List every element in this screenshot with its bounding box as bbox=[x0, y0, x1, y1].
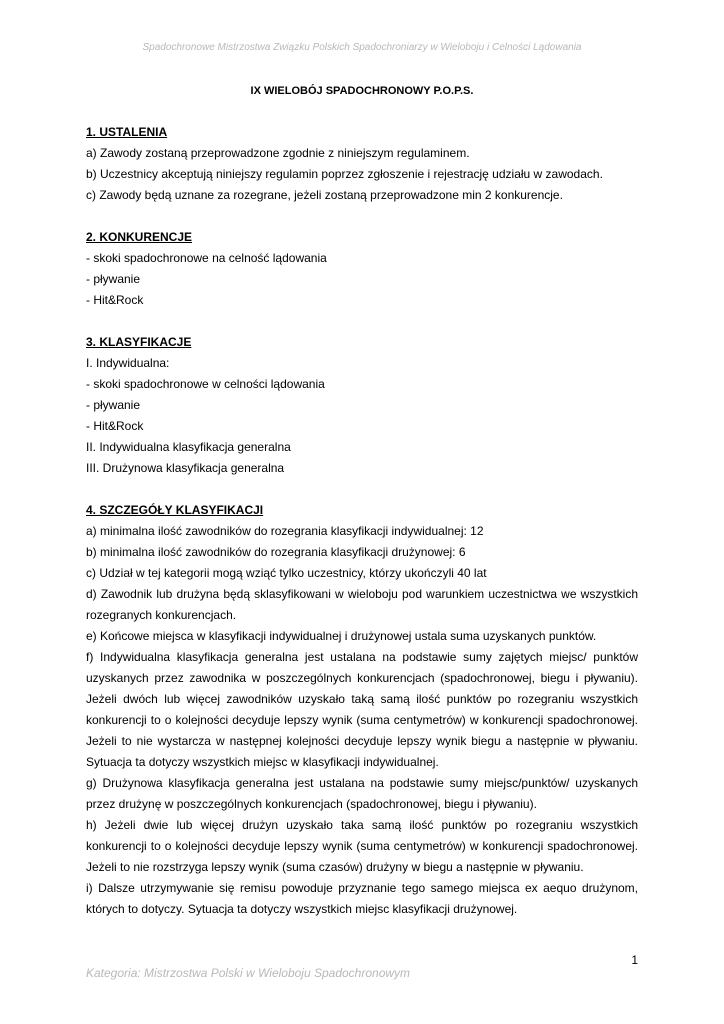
section-paragraph: h) Jeżeli dwie lub więcej drużyn uzyskało taka samą ilość punktów po rozegraniu wszystkich konkurencji to o kolejności decyduje lepszy wynik (suma centymetrów) w konkurencji spadochronowej. Jeżeli to nie rozstrzyga lepszy wynik (suma czasów) drużyny w biegu a następnie w pływaniu. bbox=[86, 818, 638, 874]
section-line: - pływanie bbox=[86, 398, 141, 412]
document-body bbox=[86, 122, 638, 920]
section-heading: 3. KLASYFIKACJE bbox=[86, 335, 192, 349]
section-paragraph: e) Końcowe miejsca w klasyfikacji indywidualnej i drużynowej ustala suma uzyskanych punktów. bbox=[86, 629, 597, 643]
section-heading: 1. USTALENIA bbox=[86, 125, 168, 139]
section-line: II. Indywidualna klasyfikacja generalna bbox=[86, 440, 291, 454]
page-footer: Kategoria: Mistrzostwa Polski w Wieloboju Spadochronowym bbox=[86, 966, 411, 980]
section-line: a) Zawody zostaną przeprowadzone zgodnie z niniejszym regulaminem. bbox=[86, 146, 470, 160]
page-header: Spadochronowe Mistrzostwa Związku Polskich Spadochroniarzy w Wieloboju i Celności Lądowania bbox=[142, 42, 582, 53]
section-paragraph: i) Dalsze utrzymywanie się remisu powoduje przyznanie tego samego miejsca ex aequo drużynom, których to dotyczy. Sytuacja ta dotyczy wszystkich miejsc klasyfikacji drużynowej. bbox=[86, 881, 638, 916]
document-title: IX WIELOBÓJ SPADOCHRONOWY P.O.P.S. bbox=[250, 85, 474, 97]
section-paragraph: c) Udział w tej kategorii mogą wziąć tylko uczestnicy, którzy ukończyli 40 lat bbox=[86, 566, 487, 580]
section-line: I. Indywidualna: bbox=[86, 356, 170, 370]
section-paragraph: f) Indywidualna klasyfikacja generalna jest ustalana na podstawie sumy zajętych miejsc/ punktów uzyskanych przez zawodnika w poszczególnych konkurencjach (spadochronowej, biegu i pływaniu). Jeżeli dwóch lub więcej zawodników uzyskało taką samą ilość punktów po rozegraniu wszystkich konkurencji to o kolejności decyduje lepszy wynik (suma centymetrów) w konkurencji spadochronowej. Jeżeli to nie wystarcza w następnej kolejności decyduje lepszy wynik biegu a następnie w pływaniu. Sytuacja ta dotyczy wszystkich miejsc w klasyfikacji indywidualnej. bbox=[86, 650, 638, 769]
section-line: - skoki spadochronowe w celności lądowania bbox=[86, 377, 325, 391]
section-line: - Hit&Rock bbox=[86, 419, 144, 433]
section-paragraph: a) minimalna ilość zawodników do rozegrania klasyfikacji indywidualnej: 12 bbox=[86, 524, 484, 538]
page-number: 1 bbox=[631, 953, 638, 967]
section-line: - skoki spadochronowe na celność lądowania bbox=[86, 251, 327, 265]
section-line: c) Zawody będą uznane za rozegrane, jeżeli zostaną przeprowadzone min 2 konkurencje. bbox=[86, 188, 563, 202]
section-line: III. Drużynowa klasyfikacja generalna bbox=[86, 461, 285, 475]
section-paragraph: d) Zawodnik lub drużyna będą sklasyfikowani w wieloboju pod warunkiem uczestnictwa we wszystkich rozegranych konkurencjach. bbox=[86, 587, 638, 622]
section-line: - pływanie bbox=[86, 272, 141, 286]
section-paragraph: b) minimalna ilość zawodników do rozegrania klasyfikacji drużynowej: 6 bbox=[86, 545, 466, 559]
section-heading: 2. KONKURENCJE bbox=[86, 230, 193, 244]
section-heading: 4. SZCZEGÓŁY KLASYFIKACJI bbox=[86, 503, 264, 517]
section-line: - Hit&Rock bbox=[86, 293, 144, 307]
section-line: b) Uczestnicy akceptują niniejszy regulamin poprzez zgłoszenie i rejestrację udziału w zawodach. bbox=[86, 167, 603, 181]
section-paragraph: g) Drużynowa klasyfikacja generalna jest ustalana na podstawie sumy miejsc/punktów/ uzyskanych przez drużynę w poszczególnych konkurencjach (spadochronowej, biegu i pływaniu). bbox=[86, 776, 638, 811]
